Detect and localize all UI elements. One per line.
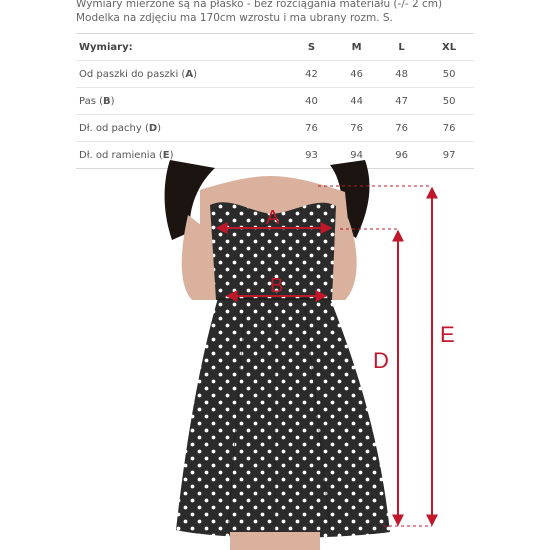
row-label-close: )	[110, 95, 115, 107]
table-header-row	[76, 34, 474, 61]
row-label-close: )	[157, 122, 162, 134]
model-note: Modelka na zdjęciu ma 170cm wzrostu i ma ubrany rozm. S.	[76, 12, 393, 24]
header-cell-s: S	[289, 34, 334, 61]
header-cell-label: Wymiary:	[76, 34, 289, 61]
table-cell: 76	[424, 115, 474, 142]
table-cell: 42	[289, 61, 334, 88]
table-cell: 76	[379, 115, 424, 142]
table-row	[76, 61, 474, 88]
measurement-note: Wymiary mierzone są na płasko - bez rozciągania materiału (-/- 2 cm)	[76, 0, 443, 10]
header-cell-m: M	[334, 34, 379, 61]
table-cell: 76	[334, 115, 379, 142]
measure-e-label: E	[440, 322, 455, 347]
row-label-text: Od paszki do paszki (	[79, 68, 186, 80]
row-label-letter: D	[148, 122, 158, 134]
row-label-letter: E	[162, 149, 170, 161]
table-cell: 50	[424, 88, 474, 115]
table-cell: 48	[379, 61, 424, 88]
measure-b-label: B	[270, 275, 284, 297]
size-table	[76, 33, 474, 169]
table-cell: 44	[334, 88, 379, 115]
row-label-letter: B	[103, 95, 111, 107]
row-label-text: Dł. od ramienia (	[79, 149, 163, 161]
row-label	[76, 88, 289, 115]
table-cell: 97	[424, 142, 474, 169]
header-cell-xl: XL	[424, 34, 474, 61]
row-label-close: )	[169, 149, 174, 161]
measure-a-label: A	[266, 207, 280, 229]
header-cell-l: L	[379, 34, 424, 61]
table-cell: 76	[289, 115, 334, 142]
table-cell: 94	[334, 142, 379, 169]
row-label-letter: A	[185, 68, 194, 80]
table-cell: 40	[289, 88, 334, 115]
row-label	[76, 115, 289, 142]
table-cell: 47	[379, 88, 424, 115]
table-row	[76, 88, 474, 115]
model-legs	[230, 532, 320, 550]
table-cell: 50	[424, 61, 474, 88]
table-cell: 46	[334, 61, 379, 88]
table-cell: 93	[289, 142, 334, 169]
row-label-close: )	[193, 68, 197, 80]
dress-measurement-diagram	[0, 160, 550, 550]
row-label-text: Dł. od pachy (	[79, 122, 149, 134]
measure-d-label: D	[373, 348, 389, 373]
table-cell: 96	[379, 142, 424, 169]
row-label-text: Pas (	[79, 95, 103, 107]
dress-skirt	[176, 298, 390, 538]
table-row	[76, 115, 474, 142]
row-label	[76, 61, 289, 88]
